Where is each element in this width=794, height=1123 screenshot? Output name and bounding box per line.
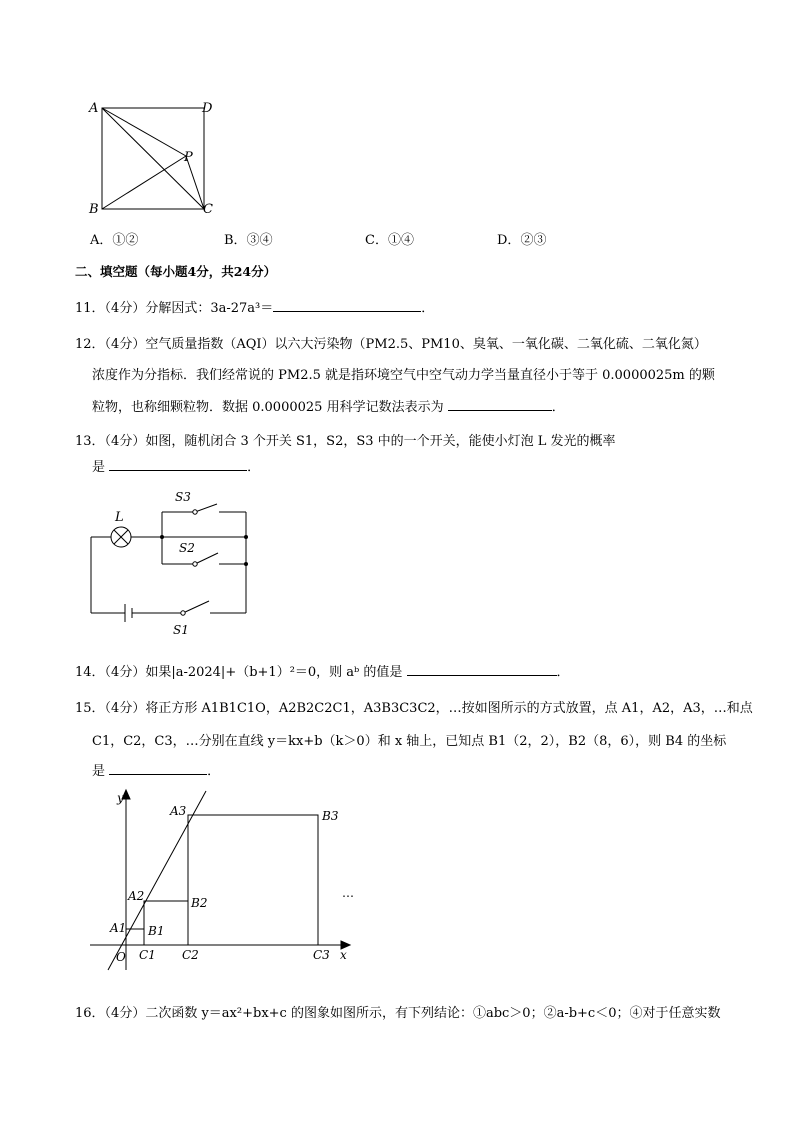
question-11: 11．（4分）分解因式：3a-27a³＝ ．	[75, 301, 435, 316]
label-o: O	[116, 950, 126, 964]
label-a: A	[89, 101, 99, 116]
segment-bp	[102, 156, 186, 209]
question-14: 14．（4分）如果|a-2024|+（b+1）²＝0，则 aᵇ 的值是 ．	[75, 665, 570, 680]
question-12-line-2: 浓度作为分指标．我们经常说的 PM2.5 就是指环境空气中空气动力学当量直径小于等于 0.0000025m 的颗	[92, 368, 715, 383]
question-12-line-3: 粒物，也称细颗粒物．数据 0.0000025 用科学记数法表示为 ．	[92, 400, 565, 415]
label-l: L	[115, 510, 124, 525]
q10-option-d: D．②③	[497, 233, 547, 248]
question-16: 16．（4分）二次函数 y＝ax²+bx+c 的图象如图所示，有下列结论：①abc＞0；②a-b+c＜0；④对于任意实数	[75, 1006, 721, 1021]
square-2	[144, 901, 188, 945]
label-b2: B2	[191, 896, 208, 910]
question-15-line-1: 15．（4分）将正方形 A1B1C1O，A2B2C2C1，A3B3C3C2，…按如图所示的方式放置，点 A1，A2，A3，…和点	[75, 701, 753, 716]
label-s1: S1	[173, 623, 189, 637]
label-c3: C3	[313, 948, 330, 962]
question-15-line-3: 是 ．	[92, 764, 221, 779]
label-b: B	[89, 202, 99, 217]
question-13-line-1: 13．（4分）如图，随机闭合 3 个开关 S1，S2，S3 中的一个开关，能使小灯泡 L 发光的概率	[75, 434, 616, 449]
label-b1: B1	[148, 924, 165, 938]
square-figure	[85, 98, 215, 220]
label-a2: A2	[128, 889, 145, 903]
label-d: D	[202, 101, 213, 116]
square-3	[188, 815, 318, 945]
q10-option-b: B．③④	[224, 233, 273, 248]
label-s3: S3	[175, 490, 191, 504]
label-c1: C1	[139, 948, 156, 962]
section-2-title: 二、填空题（每小题4分，共24分）	[75, 264, 277, 279]
switch-s2	[195, 553, 218, 564]
q10-option-c: C．①④	[365, 233, 414, 248]
circuit-diagram	[85, 485, 265, 640]
label-ellipsis: …	[342, 886, 354, 900]
switch-s3	[195, 504, 217, 512]
question-12-line-1: 12．（4分）空气质量指数（AQI）以六大污染物（PM2.5、PM10、臭氧、一氧化碳、二氧化硫、二氧化氮）	[75, 337, 707, 352]
label-a1: A1	[110, 921, 127, 935]
question-15-line-2: C1，C2，C3，…分别在直线 y＝kx+b（k＞0）和 x 轴上，已知点 B1（2，2），B2（8，6），则 B4 的坐标	[92, 734, 727, 749]
segment-ap	[102, 108, 186, 156]
q10-option-a: A．①②	[90, 233, 139, 248]
question-13-line-2: 是 ．	[92, 460, 261, 475]
label-c: C	[203, 202, 213, 217]
switch-s1	[183, 601, 209, 613]
line-y-kx-b	[108, 791, 206, 970]
label-p: P	[184, 150, 193, 165]
label-s2: S2	[179, 541, 195, 555]
label-x: x	[340, 948, 347, 962]
label-b3: B3	[322, 809, 339, 823]
label-c2: C2	[182, 948, 199, 962]
label-a3: A3	[170, 804, 187, 818]
squares-graph	[88, 785, 363, 975]
label-y: y	[117, 791, 124, 805]
